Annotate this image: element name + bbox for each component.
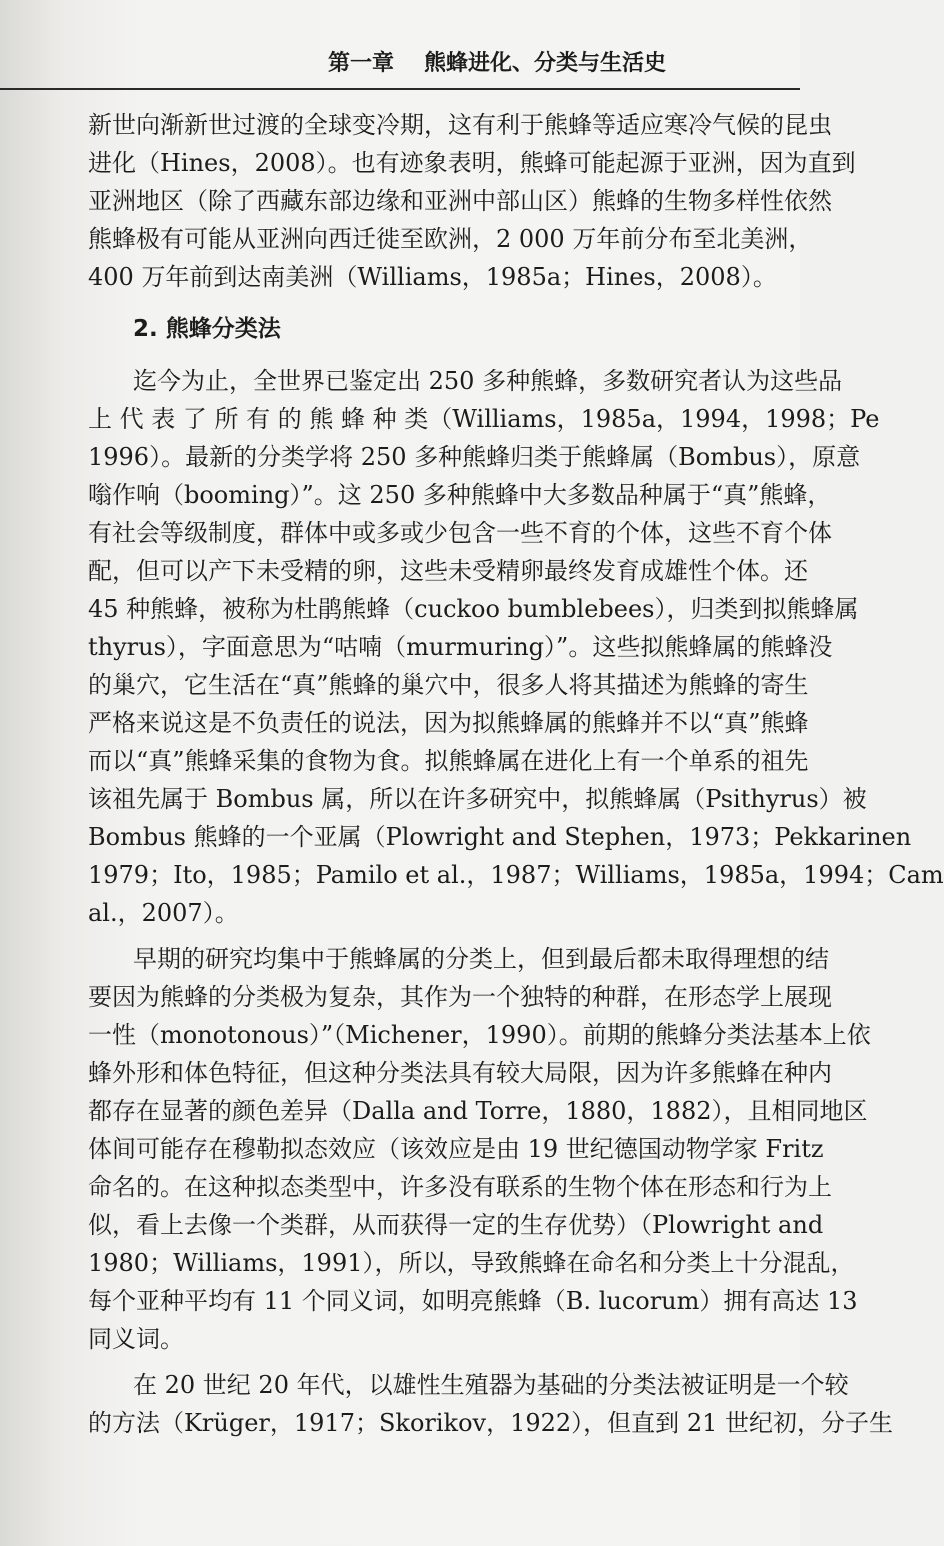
text-line: al.，2007）。 [88, 899, 239, 927]
text-line: 蜂外形和体色特征，但这种分类法具有较大局限，因为许多熊蜂在种内 [88, 1059, 832, 1087]
text-line: 配，但可以产下未受精的卵，这些未受精卵最终发育成雄性个体。还 [88, 557, 808, 585]
text-line: 早期的研究均集中于熊蜂属的分类上，但到最后都未取得理想的结 [133, 945, 829, 973]
text-line: 进化（Hines，2008）。也有迹象表明，熊蜂可能起源于亚洲，因为直到 [88, 149, 856, 177]
text-line: Bombus 熊蜂的一个亚属（Plowright and Stephen，1973；Pekkarinen [88, 823, 912, 851]
text-line: 该祖先属于 Bombus 属，所以在许多研究中，拟熊蜂属（Psithyrus）被 [88, 785, 867, 813]
text-line: 命名的。在这种拟态类型中，许多没有联系的生物个体在形态和行为上 [88, 1173, 832, 1201]
text-line: 有社会等级制度，群体中或多或少包含一些不育的个体，这些不育个体 [88, 519, 832, 547]
text-line: 1996）。最新的分类学将 250 多种熊蜂归类于熊蜂属（Bombus），原意 [88, 443, 861, 471]
header-rule [0, 88, 800, 90]
text-line: 都存在显著的颜色差异（Dalla and Torre，1880，1882），且相同地区 [88, 1097, 868, 1125]
text-line: 似，看上去像一个类群，从而获得一定的生存优势）（Plowright and [88, 1211, 824, 1239]
text-line: 上 代 表 了 所 有 的 熊 蜂 种 类（Williams，1985a，1994，1998；Pe [88, 405, 880, 433]
text-line: 严格来说这是不负责任的说法，因为拟熊蜂属的熊蜂并不以“真”熊蜂 [88, 709, 809, 737]
text-line: 一性（monotonous）”（Michener，1990）。前期的熊蜂分类法基本上依 [88, 1021, 871, 1049]
text-line: 同义词。 [88, 1325, 184, 1353]
text-line: 而以“真”熊蜂采集的食物为食。拟熊蜂属在进化上有一个单系的祖先 [88, 747, 809, 775]
text-line: 体间可能存在穆勒拟态效应（该效应是由 19 世纪德国动物学家 Fritz [88, 1135, 824, 1163]
text-line: 在 20 世纪 20 年代，以雄性生殖器为基础的分类法被证明是一个较 [133, 1371, 849, 1399]
chapter-label: 第一章 [328, 51, 395, 76]
text-line: 400 万年前到达南美洲（Williams，1985a；Hines，2008）。 [88, 263, 777, 291]
text-line: 1979；Ito，1985；Pamilo et al.，1987；Williams，1985a，1994；Cam [88, 861, 944, 889]
text-line: 熊蜂极有可能从亚洲向西迁徙至欧洲，2 000 万年前分布至北美洲， [88, 225, 813, 253]
text-line: 的方法（Krüger，1917；Skorikov，1922），但直到 21 世纪初，分子生 [88, 1409, 893, 1437]
running-head [0, 40, 800, 88]
text-line: 1980；Williams，1991），所以，导致熊蜂在命名和分类上十分混乱， [88, 1249, 855, 1277]
text-line: 新世向渐新世过渡的全球变冷期，这有利于熊蜂等适应寒冷气候的昆虫 [88, 111, 832, 139]
text-line: 亚洲地区（除了西藏东部边缘和亚洲中部山区）熊蜂的生物多样性依然 [88, 187, 832, 215]
text-line: 每个亚种平均有 11 个同义词，如明亮熊蜂（B. lucorum）拥有高达 13 [88, 1287, 858, 1315]
text-line: thyrus），字面意思为“咕喃（murmuring）”。这些拟熊蜂属的熊蜂没 [88, 633, 833, 661]
text-line: 要因为熊蜂的分类极为复杂，其作为一个独特的种群，在形态学上展现 [88, 983, 832, 1011]
text-line: 嗡作响（booming）”。这 250 多种熊蜂中大多数品种属于“真”熊蜂， [88, 481, 832, 509]
section-heading: 2. 熊蜂分类法 [133, 316, 281, 342]
text-line: 45 种熊蜂，被称为杜鹃熊蜂（cuckoo bumblebees），归类到拟熊蜂属 [88, 595, 859, 623]
chapter-title: 熊蜂进化、分类与生活史 [424, 51, 667, 76]
text-line: 的巢穴，它生活在“真”熊蜂的巢穴中，很多人将其描述为熊蜂的寄生 [88, 671, 809, 699]
text-line: 迄今为止，全世界已鉴定出 250 多种熊蜂，多数研究者认为这些品 [133, 367, 843, 395]
